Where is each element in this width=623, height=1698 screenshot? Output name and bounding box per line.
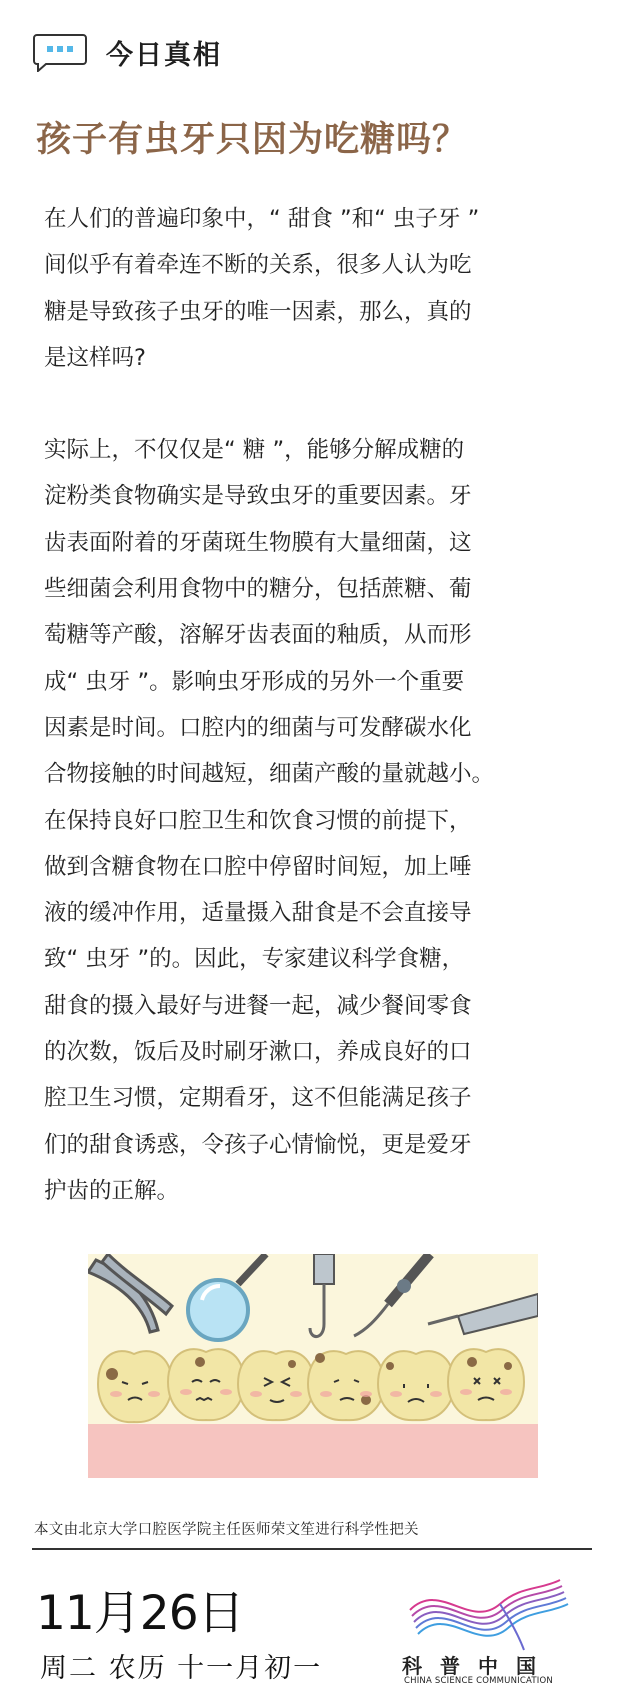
article-body bbox=[44, 196, 589, 1214]
weekday-lunar-date: 周二 农历 十一月初一 bbox=[40, 1653, 323, 1684]
chat-bubble-icon bbox=[32, 32, 88, 72]
article-headline: 孩子有虫牙只因为吃糖吗？ bbox=[36, 120, 469, 160]
header bbox=[32, 30, 222, 74]
divider bbox=[32, 1548, 592, 1550]
cartoon-teeth-dental-tools-icon bbox=[88, 1254, 538, 1478]
header-title: 今日真相 bbox=[106, 39, 222, 71]
date: 11月26日 bbox=[36, 1586, 244, 1641]
review-credit: 本文由北京大学口腔医学院主任医师荣文笙进行科学性把关 bbox=[34, 1522, 419, 1538]
logo-text-en: CHINA SCIENCE COMMUNICATION bbox=[404, 1676, 553, 1686]
logo-text-cn: 科普中国 bbox=[402, 1654, 554, 1678]
article-paragraph-1: 在人们的普遍印象中，“ 甜食 ”和“ 虫子牙 ” 间似乎有着牵连不断的关系，很多人认为吃 糖是导致孩子虫牙的唯一因素，那么，真的 是这样吗? bbox=[44, 206, 480, 371]
article-paragraph-2: 实际上，不仅仅是“ 糖 ”，能够分解成糖的 淀粉类食物确实是导致虫牙的重要因素。牙 齿表面附着的牙菌斑生物膜有大量细菌，这 些细菌会利用食物中的糖分，包括蔗糖、葡 萄糖等产酸，溶解牙齿表面的釉质，从而形 成“ 虫牙 ”。影响虫牙形成的另外一个重要 因素是时间。口腔内的细菌与可发酵碳水化 合物接触的时间越短，细菌产酸的量就越小。 在保持良好口腔卫生和饮食习惯的前提下， 做到含糖食物在口腔中停留时间短，加上唾 液的缓冲作用，适量摄入甜食是不会直接导 致“ 虫牙 ”的。因此，专家建议科学食糖， 甜食的摄入最好与进餐一起，减少餐间零食 的次数，饭后及时刷牙漱口，养成良好的口 腔卫生习惯，定期看牙，这不但能满足孩子 们的甜食诱惑，令孩子心情愉悦，更是爱牙 护齿的正解。 bbox=[44, 437, 495, 1204]
